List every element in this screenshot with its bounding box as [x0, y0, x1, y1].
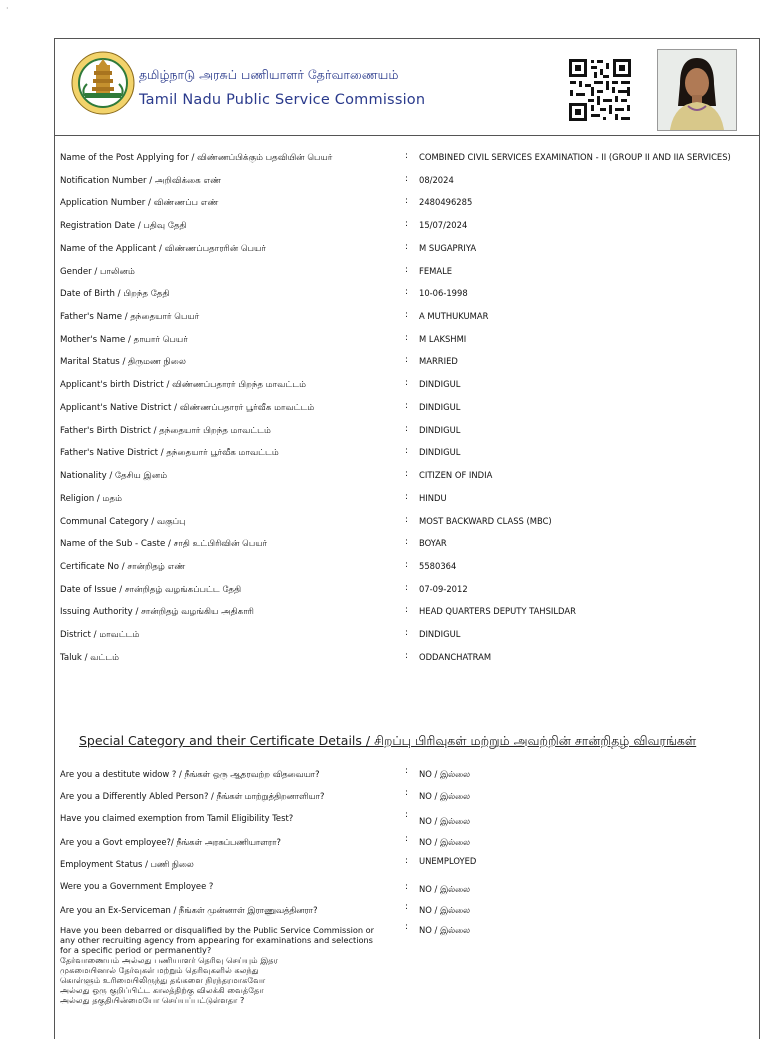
- application-sheet: [54, 38, 760, 1039]
- field-colon: :: [405, 902, 409, 912]
- field-label: Applicant's Native District / விண்ணப்பதாரர் பூர்வீக மாவட்டம்: [60, 402, 315, 413]
- field-colon: :: [405, 310, 409, 321]
- field-label: Registration Date / பதிவு தேதி: [60, 221, 187, 232]
- debarred-row: [55, 921, 759, 1021]
- field-row: [55, 331, 759, 354]
- field-value: HINDU: [419, 492, 447, 503]
- special-value: NO / இல்லை: [419, 905, 470, 915]
- field-value: FEMALE: [419, 265, 453, 276]
- field-value: COMBINED CIVIL SERVICES EXAMINATION - II (GROUP II AND IIA SERVICES): [419, 152, 731, 162]
- debarred-line: any other recruiting agency from appearing for examinations and selections: [60, 935, 373, 945]
- special-row: [55, 833, 759, 855]
- field-value: 2480496285: [419, 197, 473, 208]
- debarred-line: for a specific period or permanently?: [60, 945, 212, 955]
- field-row: [55, 558, 759, 581]
- field-label: Date of Birth / பிறந்த தேதி: [60, 289, 170, 300]
- field-value: 5580364: [419, 560, 457, 571]
- field-label: Communal Category / வகுப்பு: [60, 516, 186, 527]
- field-value: M LAKSHMI: [419, 333, 467, 344]
- field-row: [55, 444, 759, 467]
- field-colon: :: [405, 491, 409, 502]
- field-row: [55, 603, 759, 626]
- form-header: [55, 39, 759, 136]
- org-name-tamil: தமிழ்நாடு அரசுப் பணியாளர் தேர்வாணையம்: [139, 67, 399, 82]
- special-row: [55, 809, 759, 833]
- field-value: 10-06-1998: [419, 288, 468, 299]
- field-row: [55, 149, 759, 172]
- special-category-details: [55, 765, 759, 1021]
- field-colon: :: [405, 628, 409, 639]
- special-row: [55, 765, 759, 787]
- field-value: MARRIED: [419, 356, 458, 367]
- field-label: Gender / பாலினம்: [60, 266, 135, 277]
- field-row: [55, 513, 759, 536]
- field-label: Certificate No / சான்றிதழ் எண்: [60, 561, 186, 572]
- special-value: NO / இல்லை: [419, 791, 470, 801]
- field-colon: :: [405, 469, 409, 480]
- special-label: Employment Status / பணி நிலை: [60, 859, 194, 869]
- debarred-line: அல்லது ஒரு குறிப்பிட்ட காலத்திற்கு விலக்கி வைத்தோ: [60, 985, 264, 995]
- field-row: [55, 376, 759, 399]
- tamil-nadu-emblem-icon: [71, 51, 135, 115]
- field-value: CITIZEN OF INDIA: [419, 470, 493, 481]
- field-colon: :: [405, 264, 409, 275]
- field-colon: :: [405, 173, 409, 184]
- field-row: [55, 217, 759, 240]
- special-row: [55, 855, 759, 877]
- field-colon: :: [405, 151, 409, 161]
- field-label: Date of Issue / சான்றிதழ் வழங்கப்பட்ட தேதி: [60, 584, 242, 595]
- field-row: [55, 422, 759, 445]
- field-value: 08/2024: [419, 174, 454, 185]
- special-category-title: Special Category and their Certificate Details / சிறப்பு பிரிவுகள் மற்றும் அவற்றின் சான்றிதழ் விவரங்கள்: [79, 733, 697, 748]
- field-row: [55, 399, 759, 422]
- field-colon: :: [405, 882, 409, 892]
- field-label: Notification Number / அறிவிக்கை எண்: [60, 175, 222, 186]
- special-label: Are you a destitute widow ? / நீங்கள் ஒரு ஆதரவற்ற விதவையா?: [60, 769, 320, 779]
- field-colon: :: [405, 537, 409, 548]
- field-label: Application Number / விண்ணப்ப எண்: [60, 198, 219, 209]
- field-colon: :: [405, 582, 409, 593]
- field-label: Father's Birth District / தந்தையார் பிறந்த மாவட்டம்: [60, 425, 271, 436]
- field-value: DINDIGUL: [419, 401, 461, 412]
- debarred-line: Have you been debarred or disqualified by the Public Service Commission or: [60, 925, 375, 935]
- field-label: Name of the Sub - Caste / சாதி உட்பிரிவின் பெயர்: [60, 539, 268, 550]
- field-row: [55, 194, 759, 217]
- special-value: UNEMPLOYED: [419, 856, 477, 866]
- applicant-photo-icon: [657, 49, 737, 131]
- field-colon: :: [405, 446, 409, 457]
- field-row: [55, 626, 759, 649]
- field-label: Father's Name / தந்தையார் பெயர்: [60, 312, 200, 323]
- field-label: Issuing Authority / சான்றிதழ் வழங்கிய அதிகாரி: [60, 607, 254, 618]
- field-colon: :: [405, 650, 409, 661]
- special-row: [55, 901, 759, 921]
- debarred-line: கொள்ளும் உரிமையிலிருந்து தங்களை நிரந்தரமாகவோ: [60, 975, 266, 985]
- field-row: [55, 285, 759, 308]
- special-label: Are you an Ex-Serviceman / நீங்கள் முன்னாள் இராணுவத்தினரா?: [60, 905, 318, 915]
- field-label: Nationality / தேசிய இனம்: [60, 471, 168, 482]
- field-colon: :: [405, 241, 409, 252]
- field-colon: :: [405, 788, 409, 798]
- field-label: Mother's Name / தாயார் பெயர்: [60, 334, 188, 345]
- special-row: [55, 787, 759, 809]
- applicant-details: [55, 149, 759, 672]
- special-value: NO / இல்லை: [419, 769, 470, 779]
- field-colon: :: [405, 287, 409, 298]
- special-label: Are you a Differently Abled Person? / நீங்கள் மாற்றுத்திறனாளியா?: [60, 791, 325, 801]
- field-row: [55, 467, 759, 490]
- field-colon: :: [405, 196, 409, 207]
- field-value: M SUGAPRIYA: [419, 242, 477, 253]
- field-value: DINDIGUL: [419, 447, 461, 458]
- debarred-line: தேர்வாணையம் அல்லது பணியாளர் தெரிவு செய்யும் இதர: [60, 955, 278, 965]
- field-row: [55, 490, 759, 513]
- field-colon: :: [405, 922, 409, 932]
- field-label: District / மாவட்டம்: [60, 630, 140, 641]
- org-name-english: Tamil Nadu Public Service Commission: [139, 92, 426, 108]
- field-row: [55, 353, 759, 376]
- field-colon: :: [405, 834, 409, 844]
- field-colon: :: [405, 766, 409, 776]
- field-colon: :: [405, 332, 409, 343]
- field-value: 15/07/2024: [419, 220, 468, 231]
- corner-mark: ·: [6, 4, 9, 13]
- debarred-line: முகமையினால் தேர்வுகள் மற்றும் தெரிவுகளில் கலந்து: [60, 965, 259, 975]
- field-label: Father's Native District / தந்தையார் பூர்வீக மாவட்டம்: [60, 448, 279, 459]
- field-colon: :: [405, 423, 409, 434]
- special-label: Were you a Government Employee ?: [60, 881, 214, 891]
- field-value: A MUTHUKUMAR: [419, 311, 489, 322]
- field-colon: :: [405, 355, 409, 366]
- field-colon: :: [405, 605, 409, 616]
- field-value: DINDIGUL: [419, 379, 461, 390]
- field-row: [55, 308, 759, 331]
- field-label: Applicant's birth District / விண்ணப்பதாரர் பிறந்த மாவட்டம்: [60, 380, 307, 391]
- field-row: [55, 263, 759, 286]
- field-value: HEAD QUARTERS DEPUTY TAHSILDAR: [419, 606, 576, 617]
- special-row: [55, 877, 759, 901]
- special-value: NO / இல்லை: [419, 884, 470, 894]
- field-colon: :: [405, 559, 409, 570]
- field-row: [55, 581, 759, 604]
- field-colon: :: [405, 856, 409, 866]
- field-row: [55, 172, 759, 195]
- field-row: [55, 240, 759, 263]
- special-label: Have you claimed exemption from Tamil Eligibility Test?: [60, 813, 294, 823]
- field-value: ODDANCHATRAM: [419, 651, 492, 662]
- field-colon: :: [405, 810, 409, 820]
- debarred-question: [60, 925, 374, 1005]
- field-value: DINDIGUL: [419, 424, 461, 435]
- special-label: Are you a Govt employee?/ நீங்கள் அரசுப்பணியாளரா?: [60, 837, 281, 847]
- field-colon: :: [405, 378, 409, 389]
- field-label: Name of the Post Applying for / விண்ணப்பிக்கும் பதவியின் பெயர்: [60, 153, 333, 163]
- field-colon: :: [405, 514, 409, 525]
- qr-code-icon: [567, 57, 633, 123]
- field-row: [55, 535, 759, 558]
- field-value: MOST BACKWARD CLASS (MBC): [419, 515, 552, 526]
- special-value: NO / இல்லை: [419, 816, 470, 826]
- field-value: 07-09-2012: [419, 583, 468, 594]
- field-label: Name of the Applicant / விண்ணப்பதாரரின் பெயர்: [60, 243, 266, 254]
- field-label: Marital Status / திருமண நிலை: [60, 357, 187, 368]
- field-colon: :: [405, 400, 409, 411]
- field-row: [55, 649, 759, 672]
- debarred-value: NO / இல்லை: [419, 925, 470, 935]
- special-value: NO / இல்லை: [419, 837, 470, 847]
- field-colon: :: [405, 219, 409, 230]
- field-label: Religion / மதம்: [60, 493, 122, 504]
- field-label: Taluk / வட்டம்: [60, 652, 120, 663]
- field-value: DINDIGUL: [419, 629, 461, 640]
- field-value: BOYAR: [419, 538, 447, 549]
- debarred-line: அல்லது தகுதியின்மையோ செய்யப்பட்டுள்ளதா ?: [60, 995, 245, 1005]
